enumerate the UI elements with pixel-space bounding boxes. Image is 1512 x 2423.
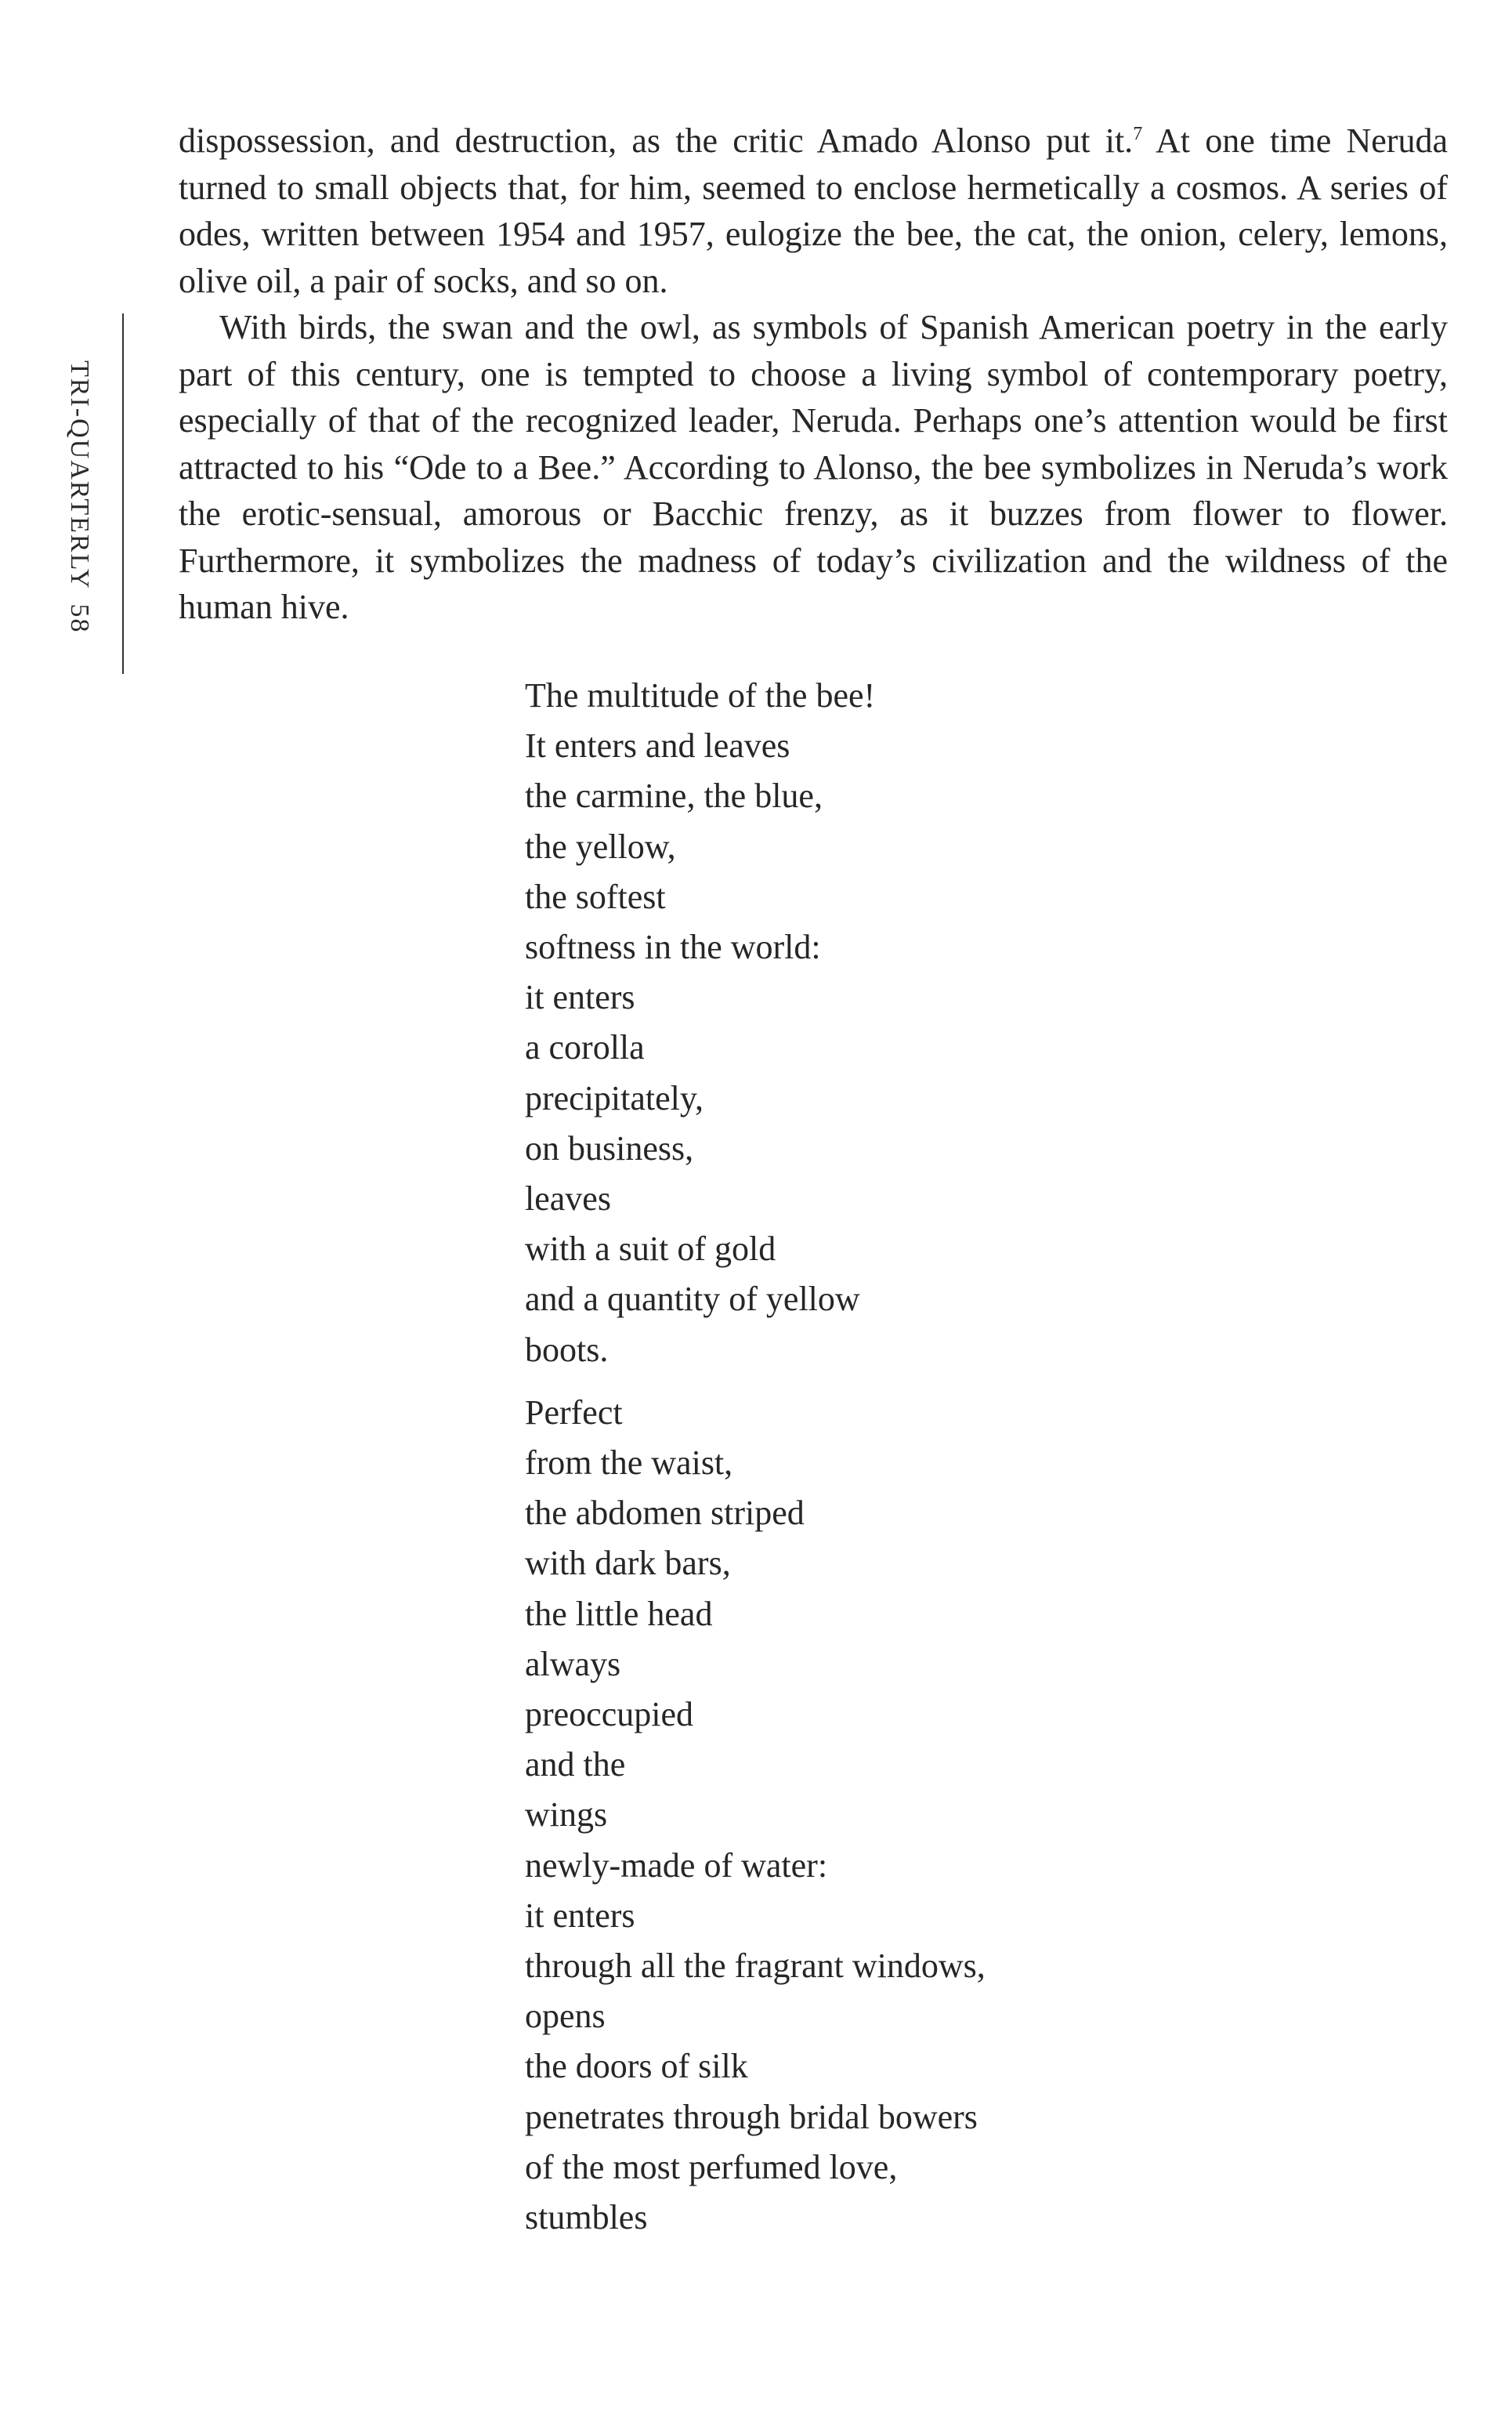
poem-line: wings bbox=[525, 1795, 608, 1834]
poem-line: it enters bbox=[525, 1896, 635, 1935]
poem-line: with dark bars, bbox=[525, 1544, 731, 1583]
paragraph-2: With birds, the swan and the owl, as symbols of Spanish American poetry in the early part of this century, one is tempted to choose a living symbol of contemporary poetry, especially of that of the recognized leader, Neruda. Perhaps one’s attention would be first attracted to his “Ode to a Bee.” According to Alonso, the bee symbolizes in Neruda’s work the erotic-sensual, amorous or Bacchic frenzy, as it buzzes from flower to flower. Furthermore, it symbolizes the madness of today’s civilization and the wildness of the human hive. bbox=[179, 308, 1448, 626]
poem-line: opens bbox=[525, 1997, 606, 2036]
journal-title: TRI-QUARTERLY bbox=[65, 360, 94, 590]
poem-line: newly-made of water: bbox=[525, 1845, 828, 1885]
poem-line: the carmine, the blue, bbox=[525, 777, 823, 816]
poem-line: It enters and leaves bbox=[525, 726, 790, 766]
running-head bbox=[64, 360, 94, 634]
poem-line: the abdomen striped bbox=[525, 1494, 805, 1533]
poem-line: penetrates through bridal bowers bbox=[525, 2097, 978, 2136]
poem-line: The multitude of the bee! bbox=[525, 676, 876, 715]
poem-line: softness in the world: bbox=[525, 928, 821, 967]
poem-line: the doors of silk bbox=[525, 2047, 748, 2086]
poem-line: a corolla bbox=[525, 1028, 645, 1067]
poem-line: precipitately, bbox=[525, 1078, 704, 1117]
poem-line: always bbox=[525, 1644, 621, 1683]
poem-line: the yellow, bbox=[525, 827, 676, 866]
poem-line: preoccupied bbox=[525, 1695, 693, 1734]
paragraph-1-text-after-note: At one time Neruda turned to small objects that, for him, seemed to enclose hermetically a cosmos. A series of odes, written between 1954 and 1957, eulogize the bee, the cat, the onion, celery, lemons, olive oil, a pair of socks, and so on. bbox=[179, 121, 1448, 300]
poem-line: it enters bbox=[525, 978, 635, 1017]
body-text bbox=[179, 118, 1448, 631]
poem-line: through all the fragrant windows, bbox=[525, 1947, 986, 1986]
poem-line: Perfect bbox=[525, 1393, 623, 1432]
poem-line: the softest bbox=[525, 877, 666, 916]
poem-line: the little head bbox=[525, 1594, 713, 1633]
poem-line: of the most perfumed love, bbox=[525, 2147, 898, 2186]
poem-line: stumbles bbox=[525, 2198, 648, 2237]
poem-line: from the waist, bbox=[525, 1443, 733, 1483]
margin-rule bbox=[122, 313, 124, 674]
poem-stanza-2 bbox=[525, 1388, 986, 2243]
paragraph-1-text-before-note: dispossession, and destruction, as the critic Amado Alonso put it. bbox=[179, 121, 1134, 160]
footnote-marker: 7 bbox=[1133, 124, 1143, 144]
paragraph-1 bbox=[179, 118, 1448, 304]
poem-line: leaves bbox=[525, 1179, 611, 1219]
poem-line: boots. bbox=[525, 1330, 609, 1369]
poem-quotation bbox=[525, 671, 986, 2243]
poem-line: and the bbox=[525, 1745, 626, 1784]
poem-line: on business, bbox=[525, 1128, 694, 1168]
poem-line: with a suit of gold bbox=[525, 1230, 776, 1269]
poem-line: and a quantity of yellow bbox=[525, 1280, 860, 1319]
poem-stanza-1 bbox=[525, 671, 986, 1375]
page-number: 58 bbox=[65, 603, 94, 634]
